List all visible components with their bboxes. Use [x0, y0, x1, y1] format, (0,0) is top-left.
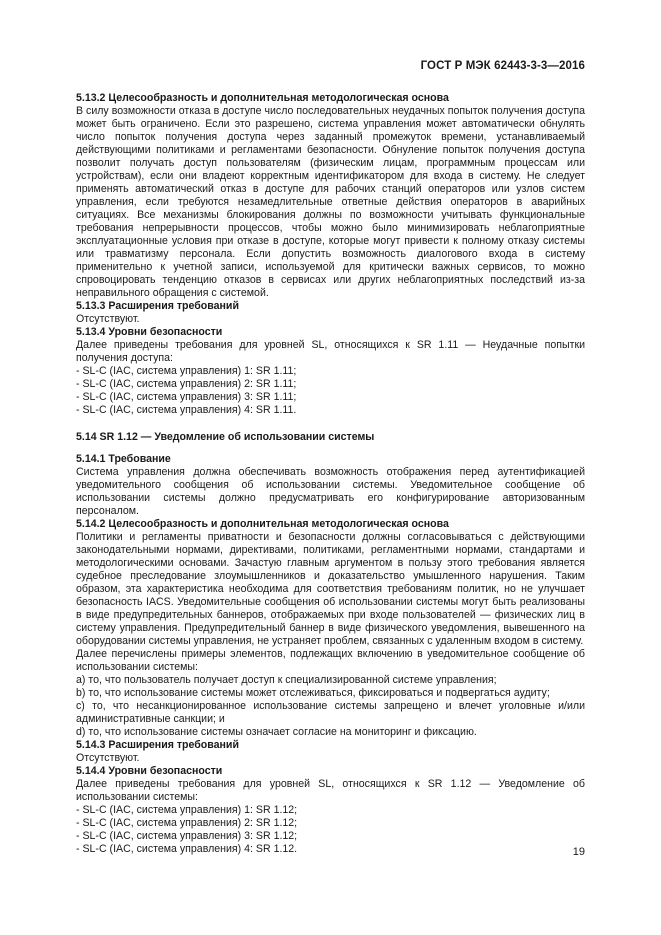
- list-item: - SL-C (IAC, система управления) 3: SR 1.12;: [76, 830, 298, 842]
- document-body: [76, 92, 585, 856]
- document-id-header: ГОСТ Р МЭК 62443-3-3—2016: [420, 60, 585, 72]
- list-item: - SL-C (IAC, система управления) 2: SR 1.12;: [76, 817, 298, 829]
- enumerated-item: b) то, что использование системы может отслеживаться, фиксироваться и подвергаться аудиту;: [76, 687, 550, 699]
- section-heading: 5.14.2 Целесообразность и дополнительная методологическая основа: [76, 518, 449, 530]
- section-heading: 5.14.3 Расширения требований: [76, 739, 239, 751]
- paragraph: Отсутствуют.: [76, 313, 140, 325]
- section-heading: 5.13.3 Расширения требований: [76, 300, 239, 312]
- paragraph: Далее приведены требования для уровней SL, относящихся к SR 1.12 — Уведомление об использовании системы:: [76, 778, 585, 803]
- enumerated-item: d) то, что использование системы означает согласие на мониторинг и фиксацию.: [76, 726, 477, 738]
- list-item: - SL-C (IAC, система управления) 3: SR 1.11;: [76, 391, 297, 403]
- section-heading: 5.14.4 Уровни безопасности: [76, 765, 223, 777]
- paragraph: Далее перечислены примеры элементов, подлежащих включению в уведомительное сообщение об использовании системы:: [76, 648, 585, 673]
- section-heading: 5.14.1 Требование: [76, 453, 171, 465]
- section-heading: 5.13.4 Уровни безопасности: [76, 326, 223, 338]
- list-item: - SL-C (IAC, система управления) 2: SR 1.11;: [76, 378, 297, 390]
- list-item: - SL-C (IAC, система управления) 4: SR 1.12.: [76, 843, 298, 855]
- paragraph: Политики и регламенты приватности и безопасности должны согласовываться с действующими законодательными нормами, директивами, политиками, регламентными нормами, стандартами и методологическими основами. Зачастую главным аргументом в пользу этого требования является судебное преследование злоумышленников и доказательство умышленного нарушения. Таким образом, эта характеристика необходима для соответствия требованиям политик, но не улучшает безопасность IACS. Уведомительные сообщения об использовании системы могут быть реализованы в виде предупредительных баннеров, отображаемых при входе пользователей — физических лиц в систему управления. Предупредительный баннер в виде физического уведомления, вывешенного на оборудовании системы управления, не устраняет проблем, связанных с удаленным входом в систему.: [76, 531, 585, 647]
- enumerated-item: a) то, что пользователь получает доступ к специализированной системе управления;: [76, 674, 497, 686]
- paragraph: Отсутствуют.: [76, 752, 140, 764]
- enumerated-item: c) то, что несанкционированное использование системы запрещено и влечет уголовные и/или административные санкции; и: [76, 700, 585, 725]
- paragraph: В силу возможности отказа в доступе число последовательных неудачных попыток получения доступа может быть ограничено. Если это разрешено, система управления может автоматически обнулять число попыток получения доступа через заданный промежуток времени, устанавливаемый действующими политиками и регламентами безопасности. Обнуление попыток получения доступа позволит получать доступ пользователям (физическим лицам, программным процессам или устройствам), если они владеют корректным идентификатором для входа в систему. Не следует применять автоматический отказ в доступе для рабочих станций операторов или узлов систем управления, если требуются незамедлительные ответные действия операторов в аварийных ситуациях. Все механизмы блокирования должны по возможности учитывать функциональные требования непрерывности процессов, чтобы можно было минимизировать неблагоприятные эксплуатационные условия при отказе в доступе, которые могут привести к полному отказу системы или травматизму персонала. Если допустить возможность диалогового входа в систему применительно к учетной записи, используемой для критически важных сервисов, то можно спровоцировать тенденцию отказов в сервисах или других неблагоприятных последствий из-за неправильного обращения с системой.: [76, 105, 585, 299]
- list-item: - SL-C (IAC, система управления) 1: SR 1.12;: [76, 804, 298, 816]
- section-title: 5.14 SR 1.12 — Уведомление об использовании системы: [76, 431, 375, 443]
- section-heading: 5.13.2 Целесообразность и дополнительная методологическая основа: [76, 92, 449, 104]
- list-item: - SL-C (IAC, система управления) 4: SR 1.11.: [76, 404, 297, 416]
- paragraph: Система управления должна обеспечивать возможность отображения перед аутентификацией уведомительного сообщения об использовании системы. Уведомительное сообщение об использовании системы должно предусматривать его конфигурирование авторизованным персоналом.: [76, 466, 585, 517]
- page-number: 19: [572, 846, 585, 858]
- list-item: - SL-C (IAC, система управления) 1: SR 1.11;: [76, 365, 297, 377]
- paragraph: Далее приведены требования для уровней SL, относящихся к SR 1.11 — Неудачные попытки получения доступа:: [76, 339, 585, 364]
